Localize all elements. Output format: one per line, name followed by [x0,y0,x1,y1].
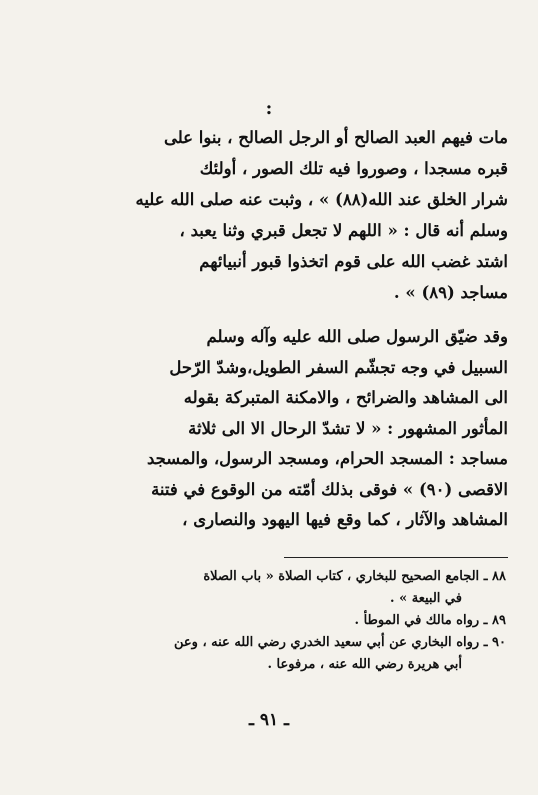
text-line: شرار الخلق عند الله(٨٨) » ، وثبت عنه صلى الله عليه [135,190,508,209]
footnote-line: أبي هريرة رضي الله عنه ، مرفوعا . [267,657,462,672]
footnote-90 [26,632,506,676]
text-line: وسلم أنه قال : « اللهم لا تجعل قبري وثنا يعبد ، [179,221,508,240]
text-line: المشاهد والآثار ، كما وقع فيها اليهود والنصارى ، [182,510,508,529]
text-line: الاقصى (٩٠) » فوقى بذلك أمّته من الوقوع في فتنة [151,479,508,499]
footnote-line: ٨٨ ـ الجامع الصحيح للبخاري ، كتاب الصلاة « باب الصلاة [203,569,506,584]
footnote-89 [26,610,506,632]
paragraph-2 [26,322,508,536]
footnote-line: ٩٠ ـ رواه البخاري عن أبي سعيد الخدري رضي الله عنه ، وعن [173,635,506,650]
footnote-line: في البيعة » . [390,591,462,606]
text-line: مساجد : المسجد الحرام، ومسجد الرسول، والمسجد [146,449,508,468]
footnote-line: ٨٩ ـ رواه مالك في الموطأ . [354,613,506,628]
footnotes [26,566,506,676]
text-line: قبره مسجدا ، وصوروا فيه تلك الصور ، أولئك [199,159,508,178]
footnote-88 [26,566,506,610]
text-line: اشتد غضب الله على قوم اتخذوا قبور أنبيائهم [199,252,508,271]
text-line: الى المشاهد والضرائح ، والامكنة المتبركة بقوله [183,388,508,407]
footnote-divider [284,557,508,558]
text-line: مساجد (٨٩) » . [393,283,508,302]
page-number: ـ ٩١ ـ [248,710,290,730]
text-line: وقد ضيّق الرسول صلى الله عليه وآله وسلم [206,327,508,346]
top-mark: : [265,98,273,119]
text-line: المأثور المشهور : « لا تشدّ الرحال الا الى ثلاثة [188,418,508,438]
text-line: مات فيهم العبد الصالح أو الرجل الصالح ، بنوا على [163,128,508,147]
paragraph-1 [26,122,508,308]
text-line: السبيل في وجه تجشّم السفر الطويل،وشدّ الرّحل [169,357,508,377]
